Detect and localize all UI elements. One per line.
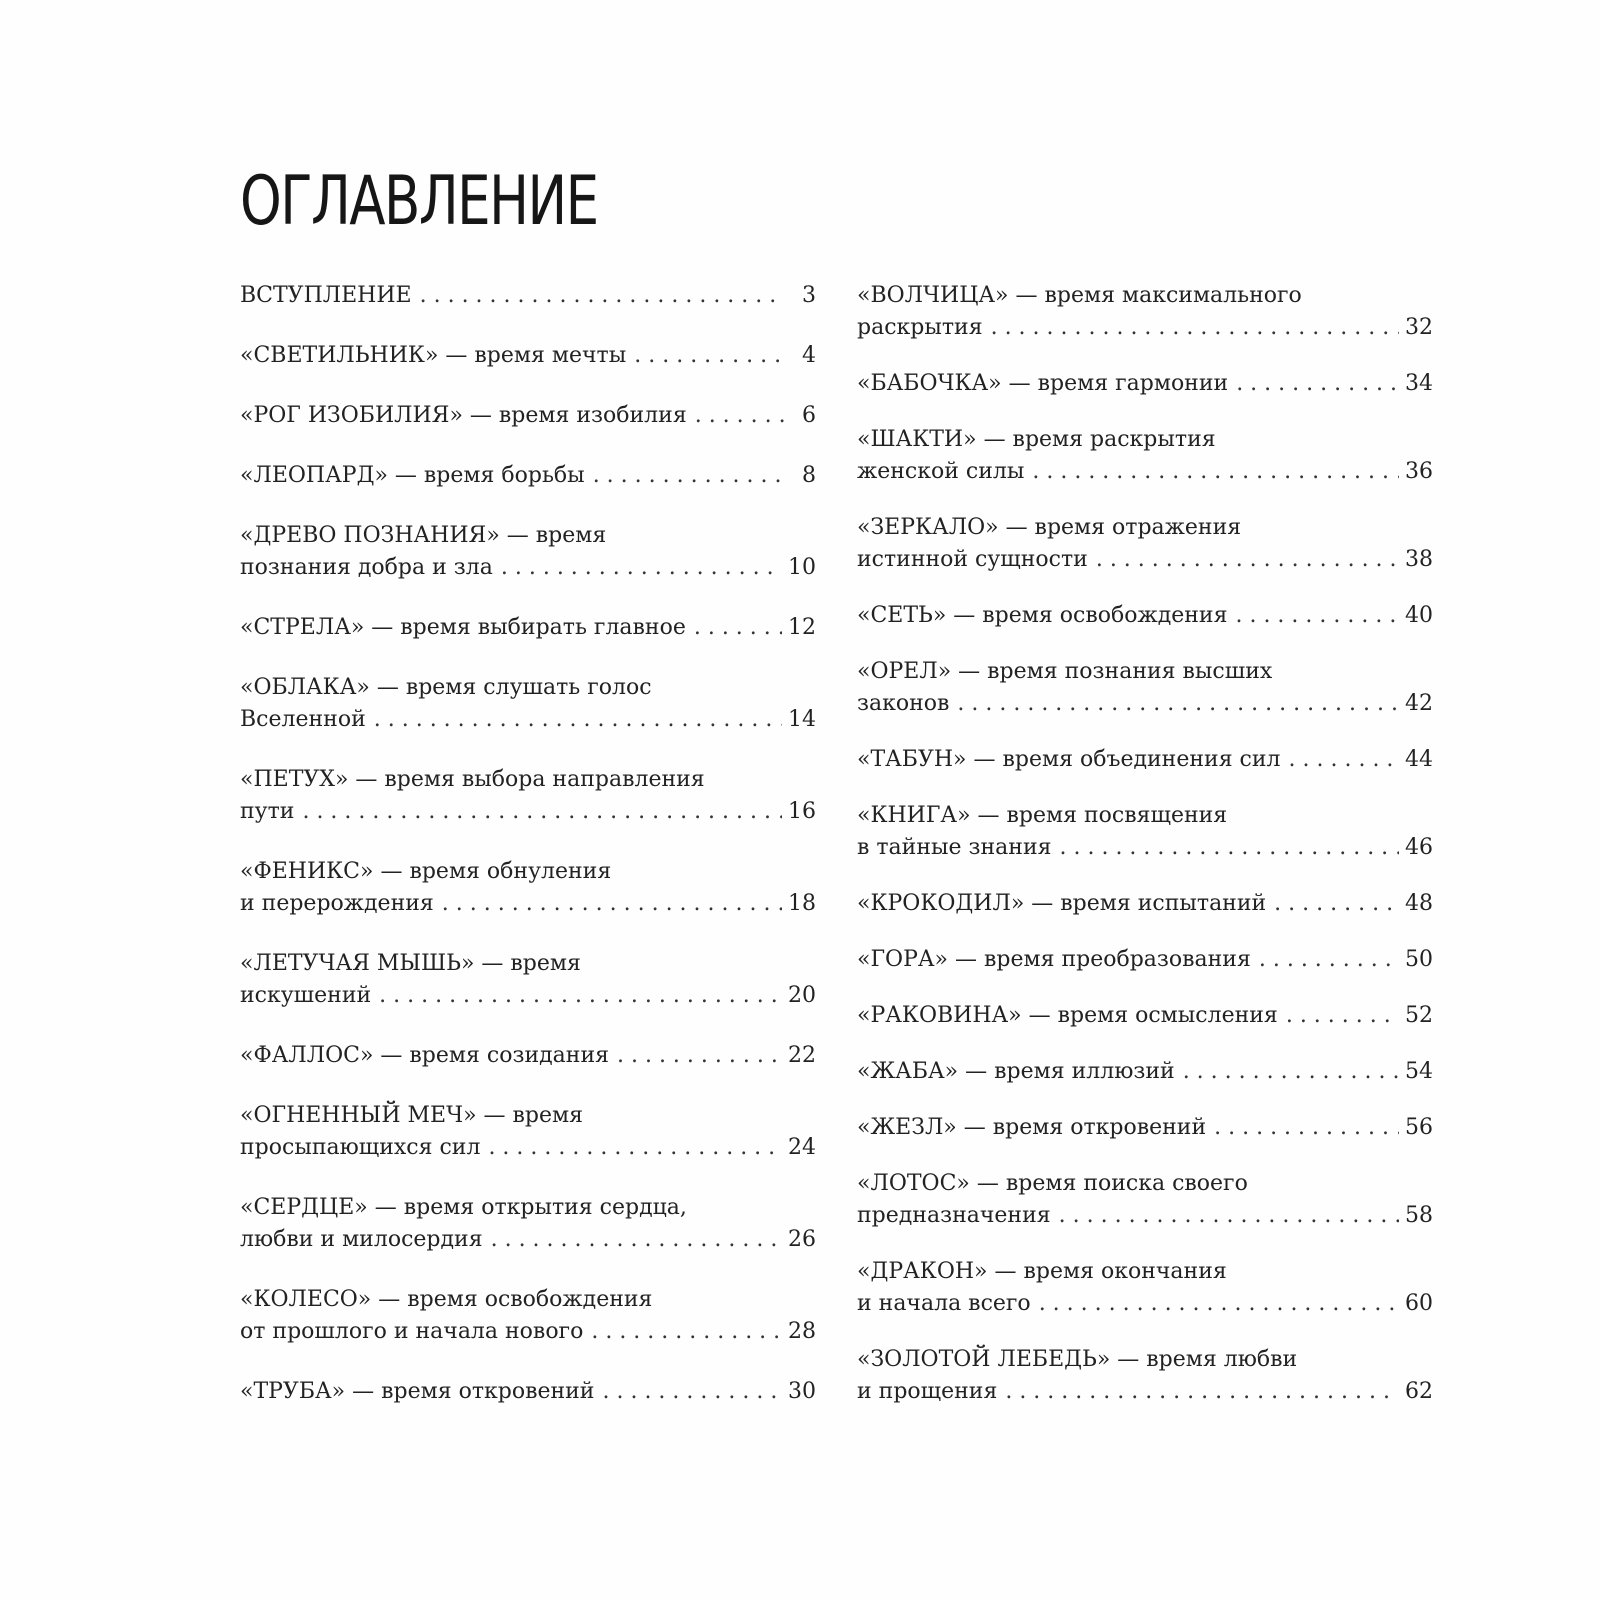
toc-entry-title: «ЖЕЗЛ» — время откровений (857, 1115, 1207, 1140)
dot-leader (501, 552, 782, 584)
toc-page-number: 48 (1405, 891, 1433, 916)
toc-entry-title: женской силы (857, 459, 1025, 484)
toc-entry (857, 368, 1433, 400)
toc-entry (857, 1256, 1433, 1320)
toc-entry-title: «ТРУБА» — время откровений (240, 1379, 595, 1404)
toc-entry-title: «СТРЕЛА» — время выбирать главное (240, 615, 686, 640)
toc-entry-title: и прощения (857, 1379, 998, 1404)
dot-leader (1183, 1056, 1399, 1088)
toc-entry-title: «РАКОВИНА» — время осмысления (857, 1003, 1278, 1028)
toc-entry-line (857, 1288, 1433, 1320)
toc-page-number: 56 (1405, 1115, 1433, 1140)
toc-entry (240, 400, 816, 432)
toc-entry-title: «ДРЕВО ПОЗНАНИЯ» — время (240, 523, 607, 548)
toc-entry-title: «ЗОЛОТОЙ ЛЕБЕДЬ» — время любви (857, 1347, 1298, 1372)
toc-entry-title: «ЛОТОС» — время поиска своего (857, 1171, 1248, 1196)
toc-page-number: 30 (788, 1379, 816, 1404)
dot-leader (694, 612, 782, 644)
dot-leader (442, 888, 782, 920)
toc-entry (857, 1000, 1433, 1032)
toc-entry-title: от прошлого и начала нового (240, 1319, 584, 1344)
toc-entry-line (240, 1284, 816, 1316)
toc-entry (240, 856, 816, 920)
toc-entry (240, 280, 816, 312)
toc-entry-title: и перерождения (240, 891, 434, 916)
toc-entry-title: любви и милосердия (240, 1227, 483, 1252)
dot-leader (695, 400, 784, 432)
dot-leader (1005, 1376, 1399, 1408)
toc-entry (240, 460, 816, 492)
toc-entry (240, 1192, 816, 1256)
toc-entry-line (240, 1376, 816, 1408)
toc-page-number: 10 (788, 555, 816, 580)
toc-entry-line (857, 656, 1433, 688)
toc-entry-line (240, 704, 816, 736)
toc-entry-title: предназначения (857, 1203, 1051, 1228)
toc-entry-title: искушений (240, 983, 372, 1008)
toc-entry-line (240, 1132, 816, 1164)
toc-entry (240, 1040, 816, 1072)
toc-entry-title: «ОГНЕННЫЙ МЕЧ» — время (240, 1103, 584, 1128)
toc-entry-title: «ДРАКОН» — время окончания (857, 1259, 1227, 1284)
toc-entry-line (857, 944, 1433, 976)
toc-entry-title: «СВЕТИЛЬНИК» — время мечты (240, 343, 627, 368)
toc-entry (857, 800, 1433, 864)
toc-page-number: 52 (1405, 1003, 1433, 1028)
toc-entry-title: раскрытия (857, 315, 983, 340)
toc-entry-line (240, 888, 816, 920)
dot-leader (1096, 544, 1399, 576)
toc-entry-title: «ЖАБА» — время иллюзий (857, 1059, 1175, 1084)
toc-entry-title: «ФЕНИКС» — время обнуления (240, 859, 612, 884)
toc-entry-line (857, 888, 1433, 920)
dot-leader (1236, 368, 1399, 400)
toc-entry-line (857, 744, 1433, 776)
toc-entry-title: «СЕТЬ» — время освобождения (857, 603, 1228, 628)
toc-page-number: 14 (788, 707, 816, 732)
toc-entry-title: «ФАЛЛОС» — время созидания (240, 1043, 609, 1068)
dot-leader (617, 1040, 782, 1072)
toc-entry (240, 1100, 816, 1164)
toc-entry-line (240, 764, 816, 796)
toc-left-column (240, 280, 816, 1436)
page-title: ОГЛАВЛЕНИЕ (240, 162, 598, 241)
toc-entry-line (857, 832, 1433, 864)
toc-entry-line (857, 1256, 1433, 1288)
toc-entry-line (857, 456, 1433, 488)
toc-entry-title: «ЛЕОПАРД» — время борьбы (240, 463, 585, 488)
toc-entry (857, 744, 1433, 776)
toc-entry-line (857, 1376, 1433, 1408)
toc-entry-line (240, 672, 816, 704)
toc-entry-title: «КРОКОДИЛ» — время испытаний (857, 891, 1267, 916)
toc-entry-line (240, 980, 816, 1012)
toc-page-number: 12 (788, 615, 816, 640)
toc-entry-line (857, 280, 1433, 312)
toc-entry-line (240, 1192, 816, 1224)
toc-entry-line (240, 1100, 816, 1132)
toc-page-number: 62 (1405, 1379, 1433, 1404)
toc-page-number: 38 (1405, 547, 1433, 572)
dot-leader (593, 460, 784, 492)
toc-right-column (857, 280, 1433, 1432)
toc-entry-line (240, 856, 816, 888)
toc-entry-title: «ЛЕТУЧАЯ МЫШЬ» — время (240, 951, 581, 976)
toc-entry (857, 656, 1433, 720)
dot-leader (602, 1376, 782, 1408)
dot-leader (1289, 744, 1399, 776)
toc-entry-line (240, 552, 816, 584)
toc-entry (857, 600, 1433, 632)
dot-leader (1032, 456, 1399, 488)
toc-entry-title: в тайные знания (857, 835, 1052, 860)
toc-page-number: 8 (802, 463, 816, 488)
toc-entry-line (857, 544, 1433, 576)
toc-page-number: 6 (802, 403, 816, 428)
toc-entry-line (857, 1000, 1433, 1032)
toc-page-number: 4 (802, 343, 816, 368)
toc-entry-line (857, 600, 1433, 632)
toc-entry-title: просыпающихся сил (240, 1135, 481, 1160)
dot-leader (1214, 1112, 1399, 1144)
toc-entry-line (857, 368, 1433, 400)
toc-entry-title: ВСТУПЛЕНИЕ (240, 283, 412, 308)
dot-leader (1059, 1200, 1399, 1232)
dot-leader (488, 1132, 782, 1164)
toc-entry (240, 340, 816, 372)
toc-entry-line (240, 796, 816, 828)
toc-entry-line (857, 1344, 1433, 1376)
toc-entry-line (857, 312, 1433, 344)
toc-entry (240, 764, 816, 828)
dot-leader (379, 980, 782, 1012)
toc-entry-title: «СЕРДЦЕ» — время открытия сердца, (240, 1195, 687, 1220)
dot-leader (991, 312, 1399, 344)
toc-page-number: 24 (788, 1135, 816, 1160)
toc-entry-title: познания добра и зла (240, 555, 493, 580)
dot-leader (420, 280, 784, 312)
toc-page-number: 60 (1405, 1291, 1433, 1316)
toc-entry-line (240, 280, 816, 312)
toc-entry-title: «РОГ ИЗОБИЛИЯ» — время изобилия (240, 403, 687, 428)
toc-entry-line (857, 1056, 1433, 1088)
toc-page-number: 50 (1405, 947, 1433, 972)
toc-entry-title: истинной сущности (857, 547, 1088, 572)
toc-entry (240, 948, 816, 1012)
dot-leader (591, 1316, 782, 1348)
toc-entry (240, 520, 816, 584)
toc-entry-line (240, 1316, 816, 1348)
dot-leader (957, 688, 1399, 720)
toc-page-number: 18 (788, 891, 816, 916)
toc-entry-title: законов (857, 691, 950, 716)
toc-page-number: 54 (1405, 1059, 1433, 1084)
toc-page-number: 28 (788, 1319, 816, 1344)
toc-page-number: 40 (1405, 603, 1433, 628)
toc-entry (857, 280, 1433, 344)
dot-leader (374, 704, 782, 736)
toc-page-number: 36 (1405, 459, 1433, 484)
toc-page-number: 34 (1405, 371, 1433, 396)
toc-entry-title: и начала всего (857, 1291, 1031, 1316)
toc-entry-title: «ШАКТИ» — время раскрытия (857, 427, 1216, 452)
toc-entry-line (240, 460, 816, 492)
dot-leader (302, 796, 782, 828)
toc-entry (857, 1168, 1433, 1232)
toc-entry-line (857, 1112, 1433, 1144)
toc-page-number: 16 (788, 799, 816, 824)
toc-entry-line (240, 612, 816, 644)
toc-entry (240, 672, 816, 736)
toc-entry (240, 1284, 816, 1348)
toc-entry-title: «КНИГА» — время посвящения (857, 803, 1228, 828)
toc-page-number: 22 (788, 1043, 816, 1068)
toc-entry-line (240, 400, 816, 432)
toc-entry-title: «ОРЕЛ» — время познания высших (857, 659, 1273, 684)
toc-entry-title: Вселенной (240, 707, 366, 732)
toc-entry-title: «ВОЛЧИЦА» — время максимального (857, 283, 1302, 308)
toc-entry-title: «ЗЕРКАЛО» — время отражения (857, 515, 1242, 540)
toc-entry (857, 888, 1433, 920)
toc-entry-line (240, 1040, 816, 1072)
toc-entry-title: «КОЛЕСО» — время освобождения (240, 1287, 653, 1312)
toc-entry-title: «ГОРА» — время преобразования (857, 947, 1251, 972)
dot-leader (1060, 832, 1400, 864)
toc-page-number: 58 (1405, 1203, 1433, 1228)
toc-entry (240, 1376, 816, 1408)
toc-page-number: 3 (802, 283, 816, 308)
dot-leader (1235, 600, 1399, 632)
toc-entry (240, 612, 816, 644)
toc-entry (857, 1344, 1433, 1408)
toc-entry-title: «ПЕТУХ» — время выбора направления (240, 767, 705, 792)
toc-page-number: 32 (1405, 315, 1433, 340)
dot-leader (491, 1224, 782, 1256)
toc-entry (857, 1112, 1433, 1144)
toc-entry (857, 1056, 1433, 1088)
dot-leader (1259, 944, 1399, 976)
toc-entry-line (857, 688, 1433, 720)
toc-entry (857, 512, 1433, 576)
toc-entry-line (857, 1168, 1433, 1200)
dot-leader (1274, 888, 1399, 920)
toc-entry-title: «ТАБУН» — время объединения сил (857, 747, 1281, 772)
toc-entry (857, 944, 1433, 976)
toc-entry-title: «ОБЛАКА» — время слушать голос (240, 675, 652, 700)
dot-leader (1039, 1288, 1399, 1320)
toc-page-number: 46 (1405, 835, 1433, 860)
toc-entry-line (857, 1200, 1433, 1232)
toc-page-number: 20 (788, 983, 816, 1008)
toc-entry-line (240, 948, 816, 980)
toc-entry-line (857, 800, 1433, 832)
toc-entry-title: «БАБОЧКА» — время гармонии (857, 371, 1229, 396)
dot-leader (634, 340, 784, 372)
toc-entry-title: пути (240, 799, 295, 824)
toc-entry-line (857, 512, 1433, 544)
toc-entry (857, 424, 1433, 488)
toc-page-number: 44 (1405, 747, 1433, 772)
toc-page-number: 26 (788, 1227, 816, 1252)
toc-entry-line (857, 424, 1433, 456)
dot-leader (1286, 1000, 1399, 1032)
toc-entry-line (240, 520, 816, 552)
toc-entry-line (240, 340, 816, 372)
toc-entry-line (240, 1224, 816, 1256)
toc-page-number: 42 (1405, 691, 1433, 716)
